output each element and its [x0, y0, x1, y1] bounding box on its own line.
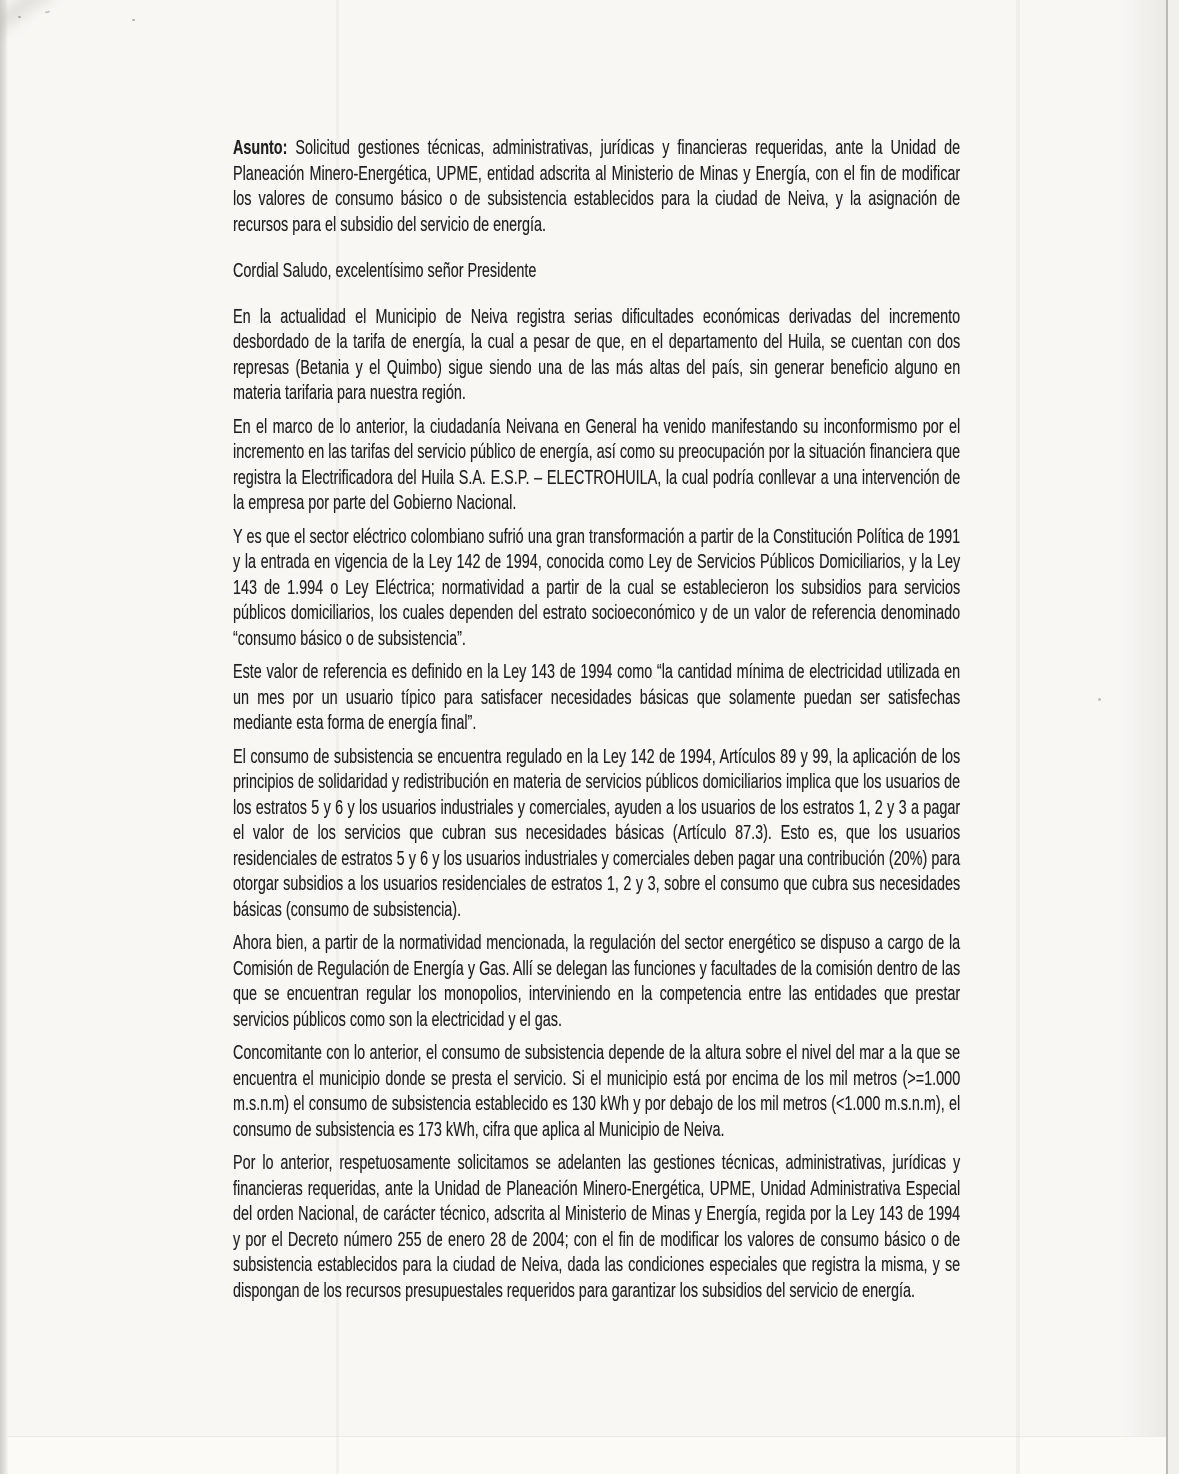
scan-speck — [132, 19, 135, 21]
paragraph-altitude-consumption: Concomitante con lo anterior, el consumo de subsistencia depende de la altura sobre el nivel del mar a la que se encuentra el municipio donde se presta el servicio. Si el municipio está por encima de los mil metros (>=1.000 m.s.n.m) el consumo de subsistencia establecido es 130 kWh y por debajo de los mil metros (<1.000 m.s.n.m), el consumo de subsistencia es 173 kWh, cifra que aplica al Municipio de Neiva. — [233, 1042, 961, 1141]
greeting-line: Cordial Saludo, excelentísimo señor Presidente — [233, 260, 537, 282]
paragraph-subsistence-regulation: El consumo de subsistencia se encuentra regulado en la Ley 142 de 1994, Artículos 89 y 99, la aplicación de los principios de solidaridad y redistribución en materia de servicios públicos domiciliarios implica que los usuarios de los estratos 5 y 6 y los usuarios industriales y comerciales, ayuden a los usuarios de los estratos 1, 2 y 3 a pagar el valor de los servicios que cubran sus necesidades básicas (Artículo 87.3). Esto es, que los usuarios residenciales de estratos 5 y 6 y los usuarios industriales y comerciales deben pagar una contribución (20%) para otorgar subsidios a los usuarios residenciales de estratos 1, 2 y 3, sobre el consumo que cubra sus necesidades básicas (consumo de subsistencia). — [233, 745, 961, 921]
paragraph-creg-regulation: Ahora bien, a partir de la normatividad mencionada, la regulación del sector energético se dispuso a cargo de la Comisión de Regulación de Energía y Gas. Allí se delegan las funciones y facultades de la comisión dentro de las que se encuentran regular los monopolios, interviniendo en la competencia entre las entidades que prestar servicios públicos como son la electricidad y el gas. — [233, 932, 961, 1031]
scan-bottom-band — [8, 1436, 1166, 1474]
scan-left-edge — [0, 0, 8, 1474]
paragraph-reference-value-definition: Este valor de referencia es definido en la Ley 143 de 1994 como “la cantidad mínima de electricidad utilizada en un mes por un usuario típico para satisfacer necesidades básicas que solamente puedan ser satisfechas mediante esta forma de energía final”. — [233, 661, 961, 734]
scan-speck — [1098, 698, 1101, 701]
paragraph-citizen-discontent: En el marco de lo anterior, la ciudadanía Neivana en General ha venido manifestando su inconformismo por el incremento en las tarifas del servicio público de energía, así como su preocupación por la situación financiera que registra la Electrificadora del Huila S.A. E.S.P. – ELECTROHUILA, la cual podría conllevar a una intervención de la empresa por parte del Gobierno Nacional. — [233, 415, 961, 514]
subject-paragraph — [233, 136, 960, 238]
page-right-shadow — [1120, 0, 1166, 1474]
paragraph-final-request: Por lo anterior, respetuosamente solicitamos se adelanten las gestiones técnicas, administrativas, jurídicas y financieras requeridas, ante la Unidad de Planeación Minero-Energética, UPME, Unidad Administrativa Especial del orden Nacional, de carácter técnico, adscrita al Ministerio de Minas y Energía, regida por la Ley 143 de 1994 y por el Decreto número 255 de enero 28 de 2004; con el fin de modificar los valores de consumo básico o de subsistencia establecidos para la ciudad de Neiva, dada las condiciones especiales que registra la misma, y se dispongan de los recursos presupuestales requeridos para garantizar los subsidios del servicio de energía. — [233, 1152, 961, 1302]
scanner-bed-strip — [1168, 0, 1179, 1474]
scan-speck — [45, 10, 50, 13]
paragraph-current-situation: En la actualidad el Municipio de Neiva registra serias dificultades económicas derivadas del incremento desbordado de la tarifa de energía, la cual a pesar de que, en el departamento del Huila, se cuentan con dos represas (Betania y el Quimbo) sigue siendo una de las más altas del país, sin generar beneficio alguno en materia tarifaria para nuestra región. — [233, 305, 961, 404]
scanner-streak — [1016, 0, 1020, 1474]
subject-text: Solicitud gestiones técnicas, administrativas, jurídicas y financieras requeridas, ante la Unidad de Planeación Minero-Energética, UPME, entidad adscrita al Ministerio de Minas y Energía, con el fin de modificar los valores de consumo básico o de subsistencia establecidos para la ciudad de Neiva, y la asignación de recursos para el subsidio del servicio de energía. — [233, 137, 961, 236]
subject-label: Asunto: — [233, 137, 288, 159]
paragraph-electric-sector-reform: Y es que el sector eléctrico colombiano sufrió una gran transformación a partir de la Constitución Política de 1991 y la entrada en vigencia de la Ley 142 de 1994, conocida como Ley de Servicios Públicos Domiciliarios, y la Ley 143 de 1.994 o Ley Eléctrica; normatividad a partir de la cual se establecieron los subsidios para servicios públicos domiciliarios, los cuales dependen del estrato socioeconómico y de un valor de referencia denominado “consumo básico o de subsistencia”. — [233, 525, 961, 650]
letter-body — [233, 136, 960, 1312]
paper-fold-crease — [0, 0, 226, 57]
